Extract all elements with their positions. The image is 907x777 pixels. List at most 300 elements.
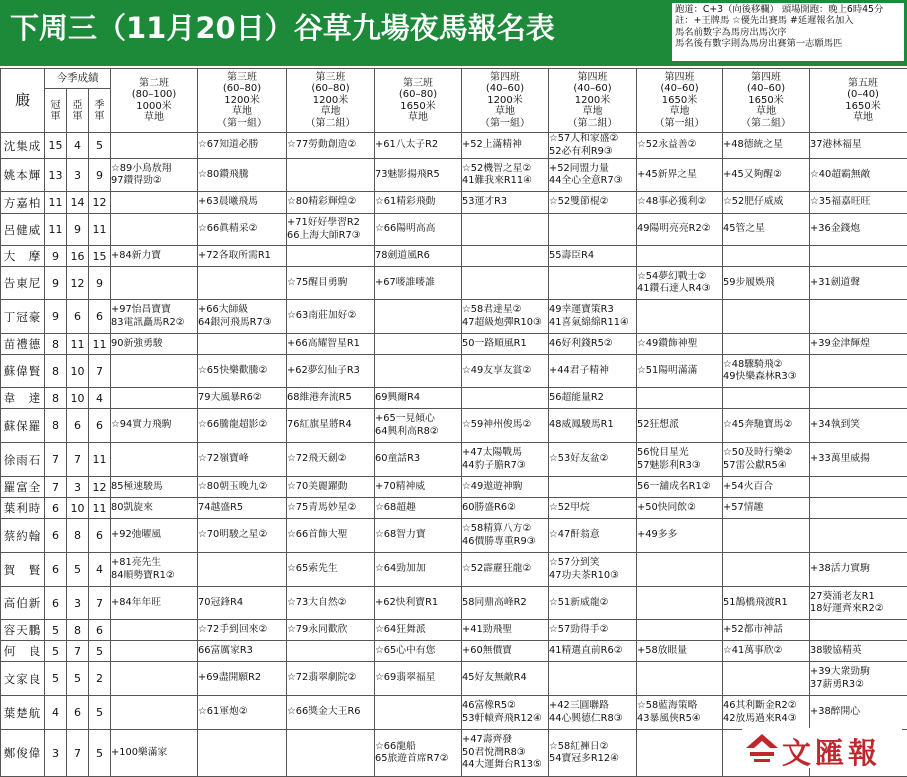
horse-entry: +38醉開心: [810, 706, 907, 719]
entry-cell: [462, 498, 549, 519]
thirds-count: 4: [89, 553, 111, 587]
entry-cell: [375, 388, 462, 409]
horse-entry: +50快同飲②: [637, 502, 722, 515]
seconds-header: 亞 軍: [67, 89, 89, 133]
thirds-count: 5: [89, 696, 111, 730]
horse-entry: +72各取所需R1: [198, 250, 286, 263]
entry-cell: [375, 133, 462, 159]
horse-entry: +48德統之星: [723, 139, 809, 152]
entry-cell: [549, 519, 637, 553]
entry-cell: [637, 553, 723, 587]
entry-cell: [549, 696, 637, 730]
horse-entry: 41精選直前R6②: [549, 645, 636, 658]
horse-entry: +44君子精神: [549, 365, 636, 378]
thirds-count: 11: [89, 214, 111, 246]
horse-entry: ☆52雙節棍②: [549, 196, 636, 209]
race-header-line: (40–60): [549, 83, 636, 95]
table-row: [1, 519, 907, 553]
seconds-count: 8: [67, 519, 89, 553]
entry-cell: [198, 443, 287, 477]
entry-cell: [637, 662, 723, 696]
entry-cell: [375, 246, 462, 267]
horse-entry: ☆72飛天劍②: [287, 453, 374, 466]
wins-count: 4: [45, 696, 67, 730]
wins-count: 8: [45, 409, 67, 443]
entry-cell: [462, 443, 549, 477]
entry-cell: [637, 696, 723, 730]
trainer-name: 沈集成: [1, 133, 45, 159]
entry-cell: [637, 587, 723, 620]
horse-entry: ☆68超趣: [375, 502, 461, 515]
entry-cell: [375, 267, 462, 300]
entry-cell: [723, 641, 810, 662]
entry-cell: [723, 159, 810, 192]
entry-cell: [287, 300, 375, 334]
horse-entry: +65一見傾心: [375, 413, 461, 426]
entry-cell: [198, 192, 287, 214]
entry-cell: [810, 214, 907, 246]
race-header-line: 1200米: [287, 95, 374, 107]
wins-count: 9: [45, 300, 67, 334]
horse-entry: +58放眼量: [637, 645, 722, 658]
table-row: [1, 409, 907, 443]
race-header-line: （第一組）: [462, 118, 548, 130]
wins-count: 8: [45, 355, 67, 388]
seconds-count: 8: [67, 620, 89, 641]
entry-cell: [375, 214, 462, 246]
table-row: [1, 246, 907, 267]
horse-entry: 64銀河飛馬R7③: [198, 317, 286, 330]
logo-emblem-icon: [744, 730, 780, 764]
race-header-line: (60–80): [198, 83, 286, 95]
entry-cell: [810, 159, 907, 192]
entry-cell: [198, 620, 287, 641]
info-line: 馬名後有數字則為馬房出賽第一志願馬匹: [675, 38, 901, 49]
entry-cell: [462, 388, 549, 409]
wins-count: 9: [45, 267, 67, 300]
entry-cell: [198, 159, 287, 192]
thirds-count: 6: [89, 519, 111, 553]
horse-entry: +31劍道聲: [810, 277, 907, 290]
entry-cell: [111, 641, 198, 662]
entry-cell: [198, 214, 287, 246]
entry-cell: [198, 519, 287, 553]
entry-cell: [723, 620, 810, 641]
horse-entry: +62夢幻仙子R3: [287, 365, 374, 378]
horse-entry: 54寶冠多R12④: [549, 753, 636, 766]
race-header-line: 第三班: [198, 72, 286, 84]
entry-cell: [723, 300, 810, 334]
horse-entry: 56悅目星光: [637, 447, 722, 460]
horse-entry: ☆64勁加加: [375, 563, 461, 576]
thirds-count: 5: [89, 133, 111, 159]
seconds-count: 14: [67, 192, 89, 214]
entry-cell: [462, 409, 549, 443]
horse-entry: 38駿協精英: [810, 645, 907, 658]
race-header-line: 第四班: [462, 72, 548, 84]
page-title: 下周三（11月20日）谷草九場夜馬報名表: [10, 6, 555, 47]
race-header-line: 第二班: [111, 78, 197, 90]
entry-cell: [810, 443, 907, 477]
horse-entry: ☆66首飾大聖: [287, 529, 374, 542]
entry-cell: [723, 133, 810, 159]
entry-cell: [637, 214, 723, 246]
trainer-name: 高伯新: [1, 587, 45, 620]
entry-cell: [462, 133, 549, 159]
horse-entry: +81亮先生: [111, 557, 197, 570]
table-row: [1, 133, 907, 159]
info-line: 馬名前數字為馬房出馬次序: [675, 27, 901, 38]
horse-entry: +52都市神話: [723, 624, 809, 637]
table-row: [1, 620, 907, 641]
horse-entry: ☆63南莊加好②: [287, 310, 374, 323]
entry-cell: [375, 553, 462, 587]
entry-cell: [810, 620, 907, 641]
entry-cell: [549, 477, 637, 498]
horse-entry: ☆66陽明高高: [375, 223, 461, 236]
horse-entry: +33萬里威揚: [810, 453, 907, 466]
seconds-count: 7: [67, 730, 89, 777]
trainer-name: 葉利時: [1, 498, 45, 519]
entry-cell: [549, 662, 637, 696]
horse-entry: ☆72手到回來②: [198, 624, 286, 637]
entry-cell: [375, 519, 462, 553]
trainer-name: 容天鵬: [1, 620, 45, 641]
info-line: 註：+王牌馬 ☆優先出賽馬 #延遲報名加入: [675, 15, 901, 26]
horse-entry: ☆47酐翁意: [549, 529, 636, 542]
entry-cell: [287, 388, 375, 409]
newspaper-logo: [742, 728, 902, 768]
horse-entry: 60勝盛R6②: [462, 502, 548, 515]
entry-cell: [198, 498, 287, 519]
entry-cell: [111, 477, 198, 498]
horse-entry: +52上滿精神: [462, 139, 548, 152]
thirds-count: 12: [89, 477, 111, 498]
horse-entry: +67嘜誰嘜誰: [375, 277, 461, 290]
entry-cell: [375, 159, 462, 192]
race-header-line: 第三班: [375, 78, 461, 90]
horse-entry: 46價勝專重R9③: [462, 536, 548, 549]
entry-cell: [198, 641, 287, 662]
horse-entry: 85極速駿馬: [111, 481, 197, 494]
race-header-line: （第一組）: [637, 118, 722, 130]
horse-entry: ☆58紅褲日②: [549, 741, 636, 754]
wins-count: 6: [45, 553, 67, 587]
horse-entry: 51鵲橋飛渡R1: [723, 597, 809, 610]
table-row: [1, 159, 907, 192]
entry-cell: [462, 267, 549, 300]
entry-cell: [111, 192, 198, 214]
horse-entry: +39金津輝煌: [810, 338, 907, 351]
horse-entry: 37港林福星: [810, 139, 907, 152]
horse-entry: +84新力寶: [111, 250, 197, 263]
race-header-line: 草地: [462, 106, 548, 118]
race-header: [810, 69, 907, 133]
seconds-count: 3: [67, 159, 89, 192]
horse-entry: ☆51新威龍②: [549, 597, 636, 610]
horse-entry: 80凱旋來: [111, 502, 197, 515]
entry-cell: [723, 587, 810, 620]
table-row: [1, 696, 907, 730]
horse-entry: 68維港奔流R5: [287, 392, 374, 405]
wins-count: 8: [45, 388, 67, 409]
race-header-line: 1650米: [723, 95, 809, 107]
race-header-line: 草地: [375, 112, 461, 124]
entry-cell: [462, 730, 549, 777]
entry-cell: [375, 334, 462, 355]
trainer-name: 羅富全: [1, 477, 45, 498]
horse-entry: ☆61精彩飛動: [375, 196, 461, 209]
entry-cell: [198, 662, 287, 696]
wins-count: 6: [45, 587, 67, 620]
seconds-count: 10: [67, 355, 89, 388]
trainer-name: 苗禮德: [1, 334, 45, 355]
horse-entry: 44心興德仁R8③: [549, 713, 636, 726]
entry-cell: [462, 246, 549, 267]
entry-cell: [111, 133, 198, 159]
table-row: [1, 334, 907, 355]
entry-cell: [375, 477, 462, 498]
horse-entry: 69興爾R4: [375, 392, 461, 405]
trainer-name: 葉楚航: [1, 696, 45, 730]
horse-entry: ☆65心中有您: [375, 645, 461, 658]
race-header: [198, 69, 287, 133]
thirds-count: 6: [89, 620, 111, 641]
entry-cell: [549, 246, 637, 267]
entry-cell: [198, 477, 287, 498]
horse-entry: 37薪勇R3②: [810, 679, 907, 692]
entry-cell: [198, 300, 287, 334]
entry-cell: [375, 409, 462, 443]
race-header-line: （第二組）: [287, 118, 374, 130]
entry-cell: [723, 334, 810, 355]
trainer-name: 大 摩: [1, 246, 45, 267]
entry-cell: [810, 355, 907, 388]
trainer-name: 姚本輝: [1, 159, 45, 192]
seconds-count: 6: [67, 696, 89, 730]
entry-cell: [462, 159, 549, 192]
entry-cell: [637, 730, 723, 777]
horse-entry: 49陽明亮亮R2②: [637, 223, 722, 236]
horse-entry: ☆52肥仔威威: [723, 196, 809, 209]
entry-cell: [810, 587, 907, 620]
horse-entry: 42放馬過來R4③: [723, 713, 809, 726]
entry-cell: [810, 133, 907, 159]
thirds-count: 6: [89, 409, 111, 443]
entry-cell: [723, 192, 810, 214]
thirds-count: 15: [89, 246, 111, 267]
entry-cell: [111, 334, 198, 355]
horse-entry: 79大風暴R6②: [198, 392, 286, 405]
horse-entry: 83電訊矗馬R2②: [111, 317, 197, 330]
horse-entry: 45好友無敵R4: [462, 672, 548, 685]
horse-entry: ☆70明駿之星②: [198, 529, 286, 542]
horse-entry: +60無價寶: [462, 645, 548, 658]
wins-count: 5: [45, 641, 67, 662]
entry-cell: [549, 620, 637, 641]
entry-cell: [723, 409, 810, 443]
horse-entry: 53運才R3: [462, 196, 548, 209]
race-header-line: （第二組）: [549, 118, 636, 130]
wins-header: 冠 軍: [45, 89, 67, 133]
entry-cell: [810, 696, 907, 730]
horse-entry: ☆53好友盆②: [549, 453, 636, 466]
entry-cell: [637, 355, 723, 388]
race-header-line: 1000米: [111, 101, 197, 113]
horse-entry: 78劍道風R6: [375, 250, 461, 263]
horse-entry: 76紅旗星將R4: [287, 419, 374, 432]
trainer-name: 蘇偉賢: [1, 355, 45, 388]
wins-count: 5: [45, 662, 67, 696]
entry-cell: [375, 300, 462, 334]
horse-entry: ☆41萬事欣②: [723, 645, 809, 658]
horse-entry: 56一舖成名R1②: [637, 481, 722, 494]
race-header: [375, 69, 462, 133]
entry-cell: [462, 641, 549, 662]
logo-text: 文匯報: [782, 731, 881, 772]
horse-entry: ☆66騰龍超影②: [198, 419, 286, 432]
entry-cell: [637, 334, 723, 355]
horse-entry: 60童話R3: [375, 453, 461, 466]
horse-entry: ☆61軍炮②: [198, 706, 286, 719]
trainer-name: 蔡約翰: [1, 519, 45, 553]
entry-cell: [111, 696, 198, 730]
horse-entry: ☆52霹靂狂龍②: [462, 563, 548, 576]
race-header-line: 草地: [723, 106, 809, 118]
horse-entry: ☆65索先生: [287, 563, 374, 576]
entry-cell: [287, 730, 375, 777]
horse-entry: 46好利錢R5②: [549, 338, 636, 351]
horse-entry: ☆65快樂歡騰②: [198, 365, 286, 378]
entry-cell: [111, 443, 198, 477]
horse-entry: 84順勢寶R1②: [111, 570, 197, 583]
entry-cell: [637, 641, 723, 662]
horse-entry: +66高耀智星R1: [287, 338, 374, 351]
entry-cell: [723, 498, 810, 519]
entry-cell: [111, 300, 198, 334]
entry-cell: [462, 553, 549, 587]
horse-entry: 66富厲家R3: [198, 645, 286, 658]
entry-cell: [810, 662, 907, 696]
entry-cell: [723, 553, 810, 587]
entry-cell: [111, 267, 198, 300]
race-header: [637, 69, 723, 133]
horse-entry: +92弛曜風: [111, 529, 197, 542]
entry-cell: [549, 267, 637, 300]
entry-cell: [462, 662, 549, 696]
race-header-line: (40–60): [723, 83, 809, 95]
race-header-line: (60–80): [375, 89, 461, 101]
horse-entry: ☆54夢幻戰士②: [637, 271, 722, 284]
horse-entry: ☆52甲烷: [549, 502, 636, 515]
entry-cell: [637, 498, 723, 519]
entry-cell: [810, 409, 907, 443]
horse-entry: ☆66龍船: [375, 741, 461, 754]
entry-cell: [462, 192, 549, 214]
horse-entry: +97怡昌寶寶: [111, 304, 197, 317]
horse-entry: +38活力實駒: [810, 563, 907, 576]
trainer-name: 韋 達: [1, 388, 45, 409]
horse-entry: 46富橡R5②: [462, 700, 548, 713]
horse-entry: +61八太子R2: [375, 139, 461, 152]
horse-entry: ☆58君達星②: [462, 304, 548, 317]
horse-entry: ☆64狂舞派: [375, 624, 461, 637]
horse-entry: 50君悅灣R8③: [462, 747, 548, 760]
entry-cell: [637, 267, 723, 300]
entry-cell: [375, 730, 462, 777]
horse-entry: ☆66獎金大王R6: [287, 706, 374, 719]
entry-cell: [462, 355, 549, 388]
thirds-count: 12: [89, 192, 111, 214]
trainer-name: 徐雨石: [1, 443, 45, 477]
entry-cell: [198, 553, 287, 587]
horse-entry: ☆66眞精采②: [198, 223, 286, 236]
entry-cell: [287, 214, 375, 246]
horse-entry: +63晨曦飛馬: [198, 196, 286, 209]
horse-entry: ☆48事必獲利②: [637, 196, 722, 209]
race-header: [462, 69, 549, 133]
entry-cell: [549, 355, 637, 388]
entry-cell: [111, 587, 198, 620]
entry-cell: [723, 388, 810, 409]
race-header-line: 第四班: [637, 72, 722, 84]
trainer-name: 何 良: [1, 641, 45, 662]
table-row: [1, 300, 907, 334]
entry-cell: [198, 355, 287, 388]
horse-entry: ☆57人和家盛②: [549, 133, 636, 146]
thirds-count: 11: [89, 443, 111, 477]
seconds-count: 16: [67, 246, 89, 267]
entry-cell: [375, 355, 462, 388]
horse-entry: 41喜氣綿綿R11④: [549, 317, 636, 330]
entry-cell: [287, 587, 375, 620]
horse-entry: +34執到笑: [810, 419, 907, 432]
entry-cell: [810, 519, 907, 553]
horse-entry: ☆58藍海策略: [637, 700, 722, 713]
thirds-count: 9: [89, 267, 111, 300]
entry-cell: [637, 620, 723, 641]
entry-cell: [287, 409, 375, 443]
entry-cell: [723, 246, 810, 267]
horse-entry: 50一路順風R1: [462, 338, 548, 351]
entry-cell: [549, 409, 637, 443]
entry-cell: [287, 133, 375, 159]
entry-cell: [723, 662, 810, 696]
race-header-line: 1650米: [375, 101, 461, 113]
wins-count: 13: [45, 159, 67, 192]
horse-entry: 52狂想派: [637, 419, 722, 432]
table-row: [1, 267, 907, 300]
seconds-count: 10: [67, 498, 89, 519]
horse-entry: 52必有利R9③: [549, 146, 636, 159]
race-header-line: 草地: [287, 106, 374, 118]
entry-cell: [549, 214, 637, 246]
entry-cell: [637, 477, 723, 498]
entry-cell: [810, 267, 907, 300]
entry-cell: [375, 192, 462, 214]
entry-cell: [375, 498, 462, 519]
entry-cell: [198, 409, 287, 443]
entry-cell: [287, 477, 375, 498]
horse-entry: ☆80鑽飛騰: [198, 169, 286, 182]
race-header: [723, 69, 810, 133]
wins-count: 6: [45, 498, 67, 519]
horse-entry: ☆49鑽飾神聖: [637, 338, 722, 351]
race-header-line: 1650米: [637, 95, 722, 107]
horse-entry: +39大衆勁駒: [810, 666, 907, 679]
race-header-line: 第三班: [287, 72, 374, 84]
horse-entry: 18好運齊來R2②: [810, 603, 907, 616]
